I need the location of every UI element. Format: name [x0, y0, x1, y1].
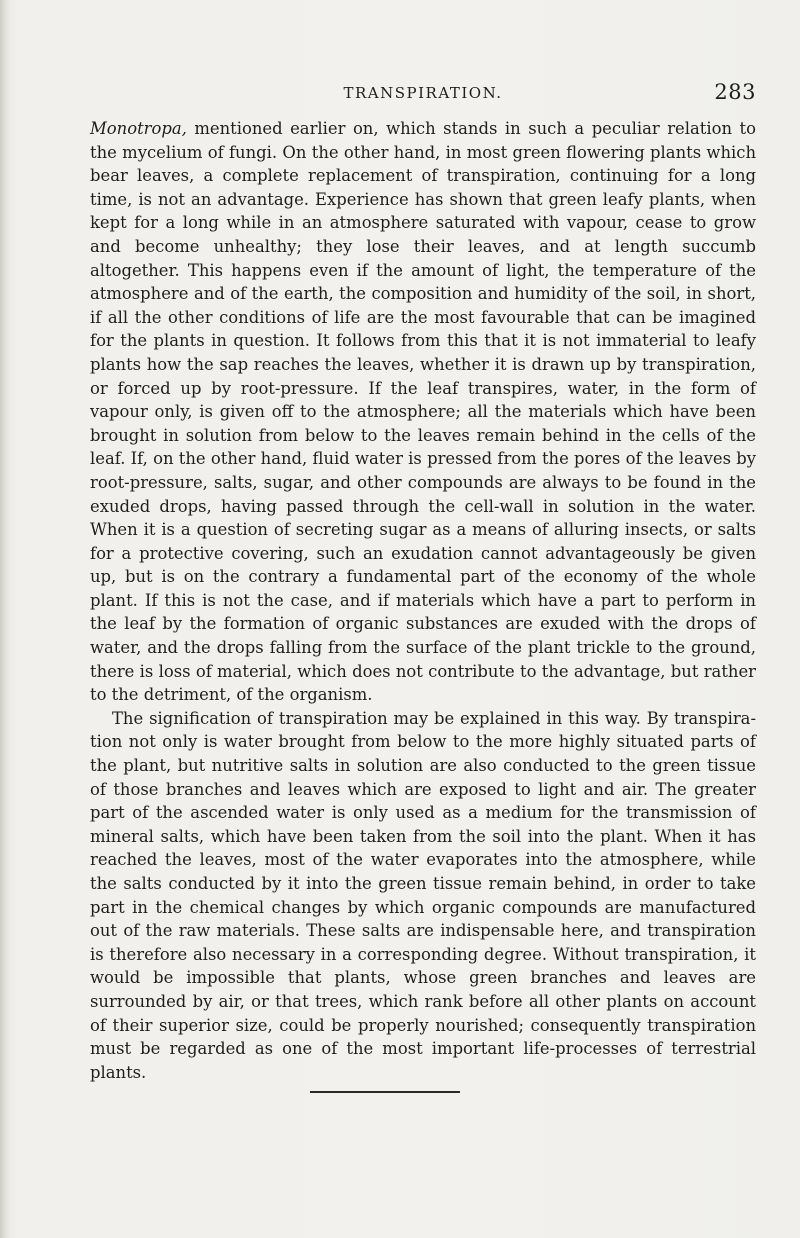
body-text [90, 117, 756, 1084]
page-gutter-shadow [0, 0, 10, 1238]
paragraph-1-text: mentioned earlier on, which stands in such a peculiar relation to the mycelium of fungi. On the other hand, in most green flowering plants which bear leaves, a complete replacement of transpiration, continuing for a long time, is not an advantage. Experience has shown that green leafy plants, when kept for a long while in an atmosphere saturated with vapour, cease to grow and become unhealthy; they lose their leaves, and at length succumb altogether. This happens even if the amount of light, the temperature of the atmosphere and of the earth, the composition and humidity of the soil, in short, if all the other conditions of life are the most favourable that can be imagined for the plants in question. It follows from this that it is not immaterial to leafy plants how the sap reaches the leaves, whether it is drawn up by transpiration, or forced up by root-pressure. If the leaf transpires, water, in the form of vapour only, is given off to the atmosphere; all the materials which have been brought in solution from below to the leaves remain behind in the cells of the leaf. If, on the other hand, fluid water is pressed from the pores of the leaves by root-pressure, salts, sugar, and other compounds are always to be found in the exuded drops, having passed through the cell-wall in solution in the water. When it is a question of secreting sugar as a means of alluring insects, or salts for a protective covering, such an exudation cannot advantageously be given up, but is on the contrary a fundamental part of the economy of the whole plant. If this is not the case, and if materials which have a part to perform in the leaf by the formation of organic substances are exuded with the drops of water, and the drops falling from the surface of the plant trickle to the ground, there is loss of material, which does not contribute to the advantage, but rather to the detriment, of the organism. [90, 119, 756, 705]
paragraph-1 [90, 117, 756, 707]
running-title: TRANSPIRATION. [343, 84, 503, 102]
paragraph-2: The signification of transpiration may be explained in this way. By transpiration not only is water brought from below to the more highly situated parts of the plant, but nutritive salts in solution are also conducted to the green tissue of those branches and leaves which are exposed to light and air. The greater part of the ascended water is only used as a medium for the transmission of mineral salts, which have been taken from the soil into the plant. When it has reached the leaves, most of the water evaporates into the atmosphere, while the salts conducted by it into the green tissue remain behind, in order to take part in the chemical changes by which organic compounds are manufactured out of the raw materials. These salts are indispensable here, and transpiration is therefore also necessary in a corresponding degree. Without transpiration, it would be impossible that plants, whose green branches and leaves are surrounded by air, or that trees, which rank before all other plants on account of their superior size, could be properly nourished; consequently transpiration must be regarded as one of the most important life-processes of terrestrial plants. [90, 708, 756, 1082]
lead-term-monotropa: Monotropa, [90, 119, 187, 138]
section-end-rule [310, 1091, 460, 1093]
running-head [90, 80, 756, 104]
page-number: 283 [714, 80, 756, 104]
